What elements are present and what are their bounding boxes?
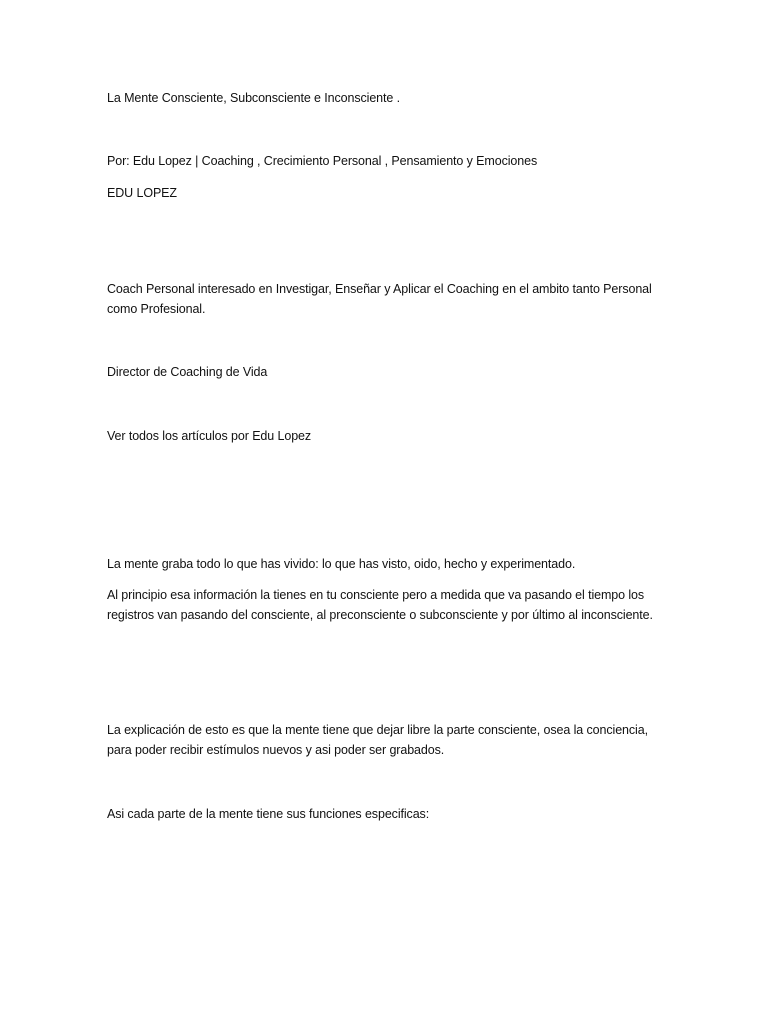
- author-bio: Coach Personal interesado en Investigar, Enseñar y Aplicar el Coaching en el ambito tanto Personal como Profesional.: [107, 282, 652, 316]
- author-articles-link[interactable]: Ver todos los artículos por Edu Lopez: [107, 429, 312, 443]
- document-title: La Mente Consciente, Subconsciente e Inconsciente .: [107, 91, 401, 105]
- body-paragraph: La explicación de esto es que la mente tiene que dejar libre la parte consciente, osea la conciencia, para poder recibir estímulos nuevos y asi poder ser grabados.: [107, 723, 648, 757]
- body-paragraph: Asi cada parte de la mente tiene sus funciones especificas:: [107, 807, 430, 821]
- body-paragraph: Al principio esa información la tienes en tu consciente pero a medida que va pasando el tiempo los registros van pasando del consciente, al preconsciente o subconsciente y por último al inconsciente.: [107, 588, 653, 622]
- author-name: EDU LOPEZ: [107, 186, 177, 200]
- body-paragraph: La mente graba todo lo que has vivido: lo que has visto, oido, hecho y experimentado.: [107, 557, 576, 571]
- byline: Por: Edu Lopez | Coaching , Crecimiento Personal , Pensamiento y Emociones: [107, 154, 538, 168]
- author-role: Director de Coaching de Vida: [107, 365, 268, 379]
